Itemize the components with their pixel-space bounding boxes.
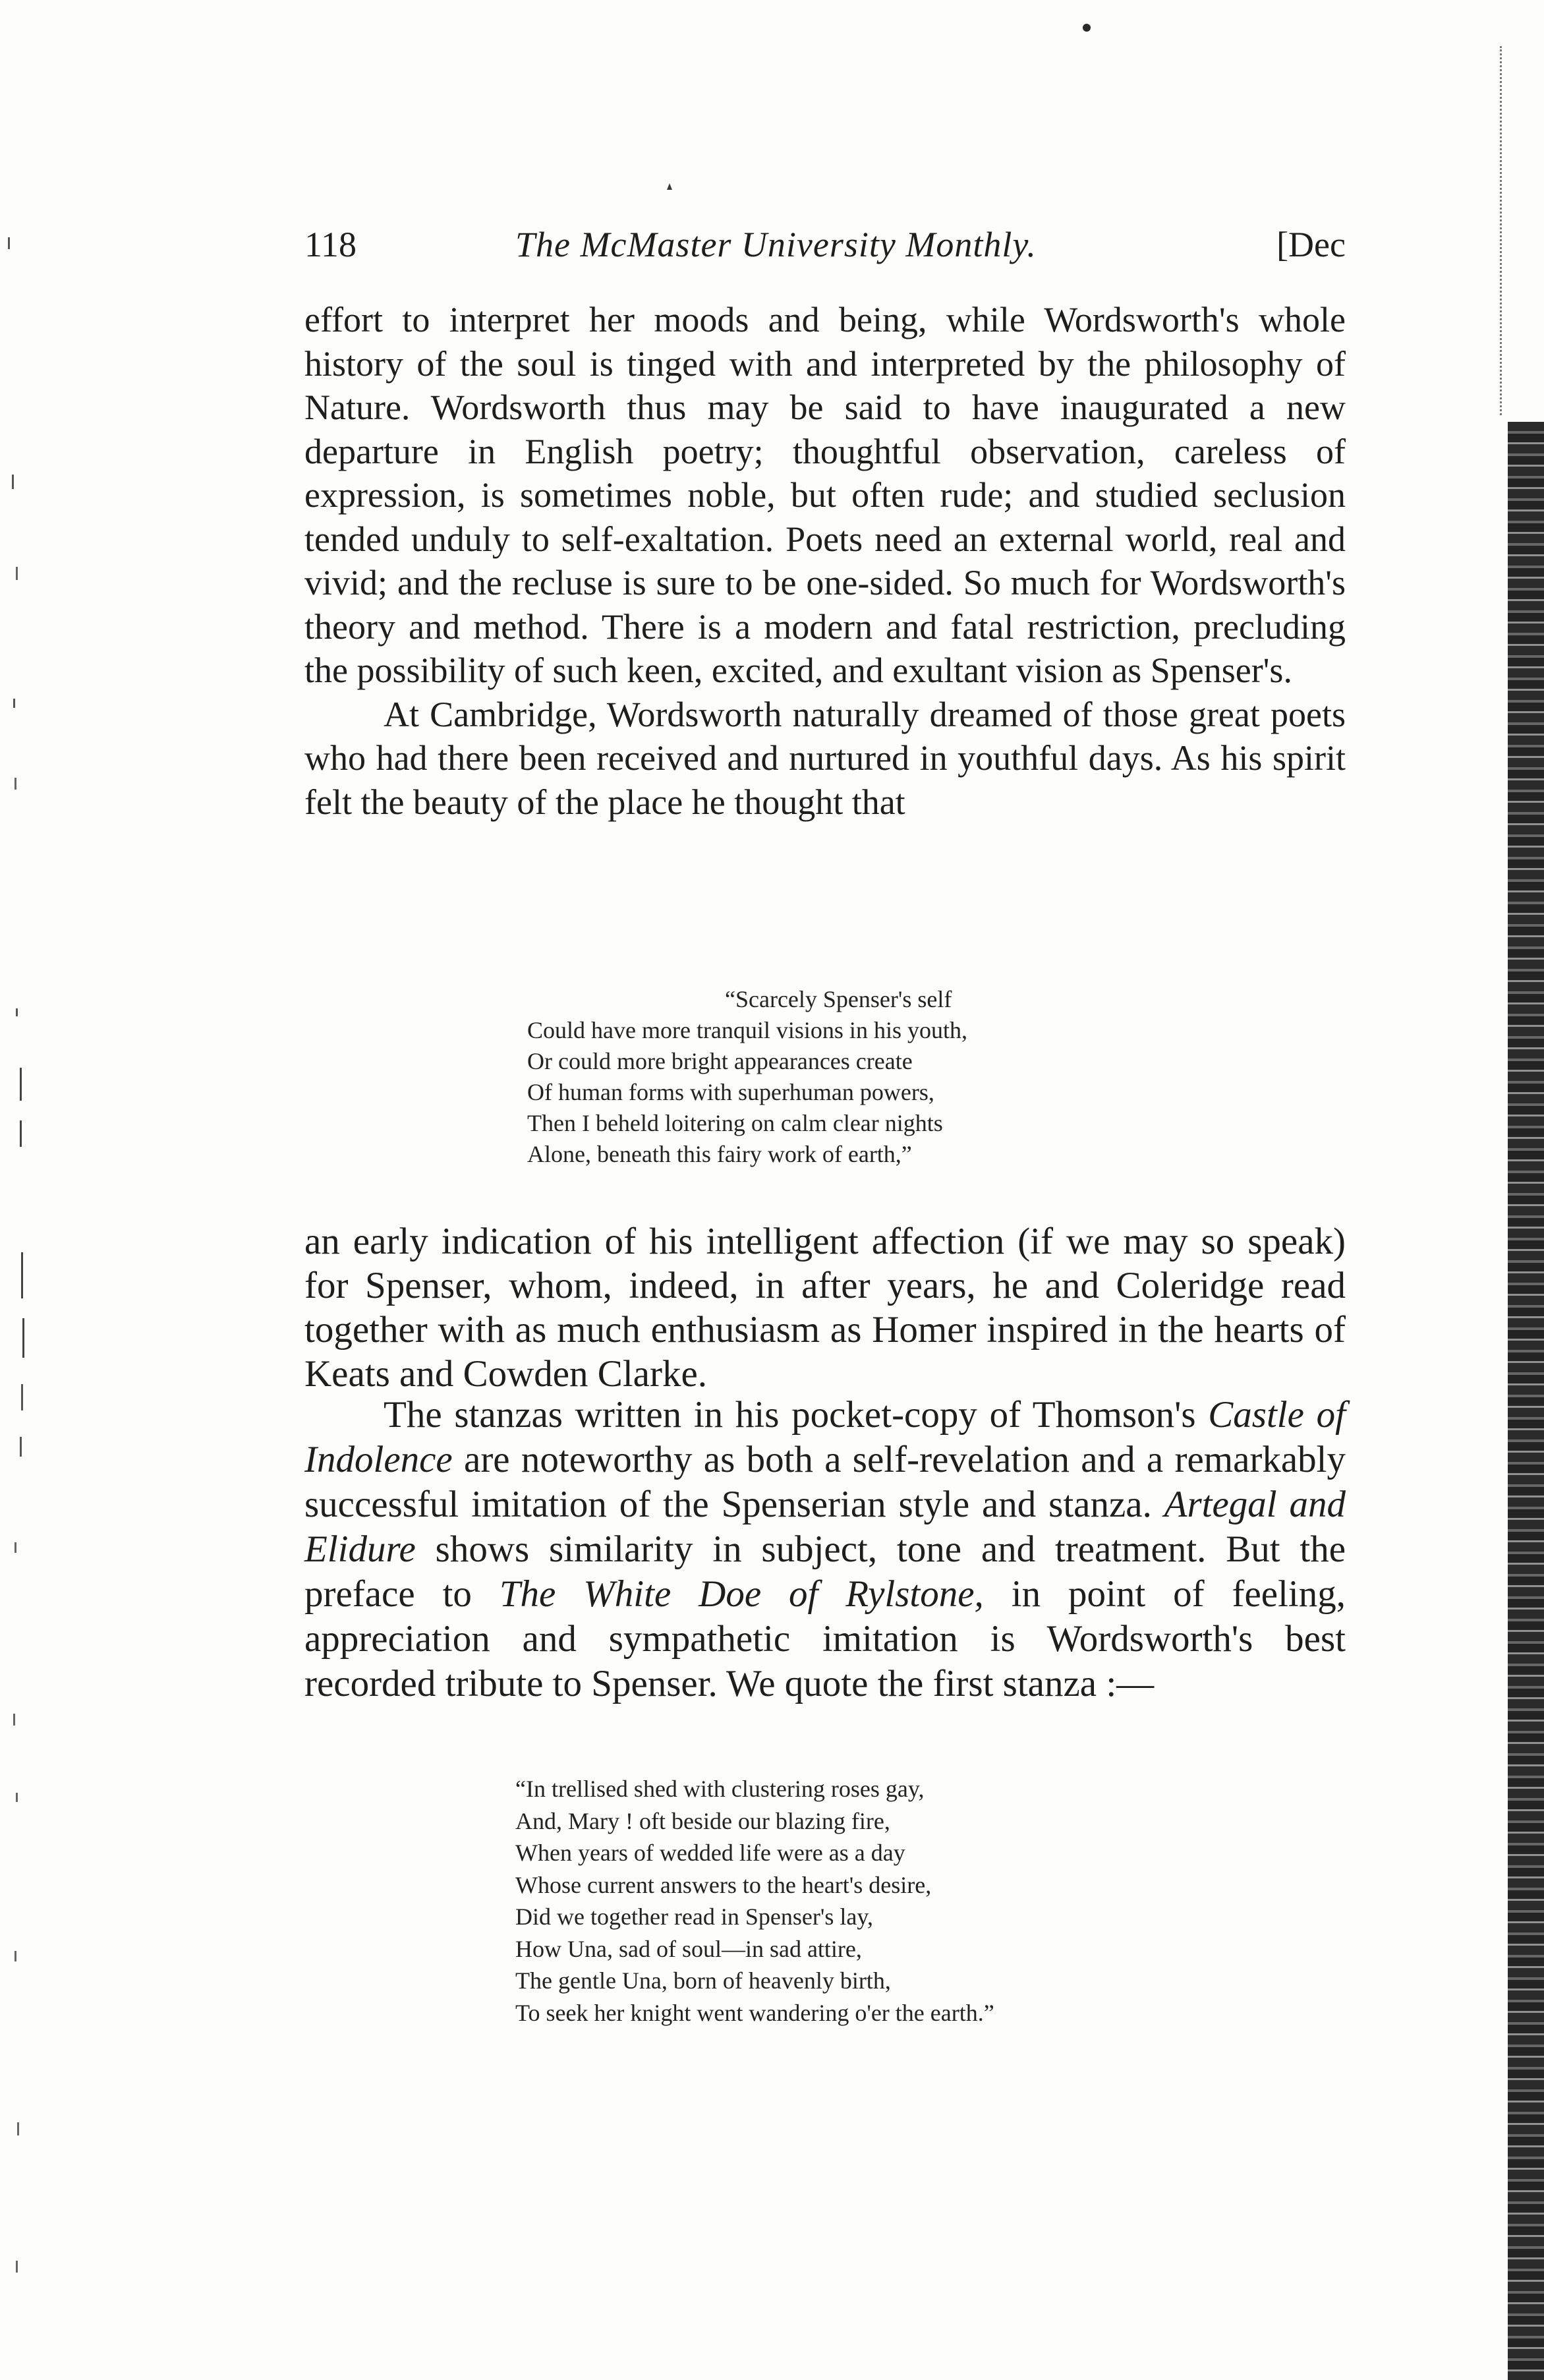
- verse-line: “In trellised shed with clustering roses gay,: [515, 1776, 925, 1802]
- verse-line: The gentle Una, born of heavenly birth,: [515, 1967, 891, 1994]
- book-title-castle-of-indolence: Castle of Indolence: [304, 1394, 1346, 1480]
- verse-line: Whose current answers to the heart's desire,: [515, 1871, 932, 1898]
- verse-line: Did we together read in Spenser's lay,: [515, 1903, 873, 1930]
- verse-line: “Scarcely Spenser's self: [725, 986, 952, 1012]
- verse-line: Then I beheld loitering on calm clear nights: [527, 1110, 943, 1136]
- paragraph-spenser-affection: an early indication of his intelligent affection (if we may so speak) for Spenser, whom, indeed, in after years, he and Coleridge read together with as much enthusiasm as Homer inspired in the hearts of Keats and Cowden Clarke.: [304, 1221, 1346, 1395]
- book-title-artegal-and-elidure: Artegal and Elidure: [304, 1484, 1346, 1570]
- verse-quote-prelude: [527, 984, 967, 1170]
- text-run: The stanzas written in his pocket-copy of Thomson's: [384, 1394, 1209, 1436]
- text-run: in point of feeling, appreciation and sympathetic imitation is Wordsworth's best recorded tribute to Spenser. We quote the first stanza :—: [304, 1573, 1346, 1704]
- journal-title: The McMaster University Monthly.: [515, 225, 1037, 264]
- verse-line: Alone, beneath this fairy work of earth,”: [527, 1141, 912, 1167]
- body-text-middle: [304, 1219, 1346, 1396]
- verse-line: How Una, sad of soul—in sad attire,: [515, 1935, 862, 1962]
- scan-margin-specks: [0, 198, 40, 2307]
- body-text-upper: [304, 298, 1346, 824]
- book-title-white-doe: The White Doe of Rylstone,: [499, 1573, 984, 1615]
- scan-speck: [667, 183, 672, 190]
- verse-quote-white-doe: [515, 1773, 994, 2029]
- text-run: shows similarity in subject, tone and treatment. But the preface to: [304, 1528, 1346, 1615]
- scan-speck: [1083, 24, 1091, 32]
- text-run: are noteworthy as both a self-revelation and a remarkably successful imitation of the Spenserian style and stanza.: [304, 1439, 1346, 1525]
- scan-edge-shadow: [1508, 422, 1544, 2380]
- verse-line: Of human forms with superhuman powers,: [527, 1079, 934, 1105]
- verse-line: To seek her knight went wandering o'er the earth.”: [515, 1999, 994, 2026]
- verse-line: Or could more bright appearances create: [527, 1048, 913, 1074]
- running-header: [304, 224, 1346, 283]
- page-number: 118: [304, 225, 357, 264]
- verse-line: Could have more tranquil visions in his youth,: [527, 1017, 967, 1043]
- paragraph-cambridge: At Cambridge, Wordsworth naturally dreamed of those great poets who had there been received and nurtured in youthful days. As his spirit felt the beauty of the place he thought that: [304, 694, 1346, 822]
- scan-edge-artifact: [1500, 46, 1508, 415]
- paragraph-stanzas: [304, 1393, 1346, 1706]
- verse-line: When years of wedded life were as a day: [515, 1840, 905, 1866]
- issue-month: [Dec: [1276, 225, 1346, 264]
- verse-line: And, Mary ! oft beside our blazing fire,: [515, 1807, 890, 1834]
- paragraph-wordsworth-nature: effort to interpret her moods and being, while Wordsworth's whole history of the soul is tinged with and interpreted by the philosophy of Nature. Wordsworth thus may be said to have inaugurated a new departure in English poetry; thoughtful observation, careless of expression, is sometimes noble, but often rude; and studied seclusion tended unduly to self-exaltation. Poets need an external world, real and vivid; and the recluse is sure to be one-sided. So much for Wordsworth's theory and method. There is a modern and fatal restriction, precluding the possibility of such keen, excited, and exultant vision as Spenser's.: [304, 300, 1346, 690]
- body-text-lower: [304, 1393, 1346, 1706]
